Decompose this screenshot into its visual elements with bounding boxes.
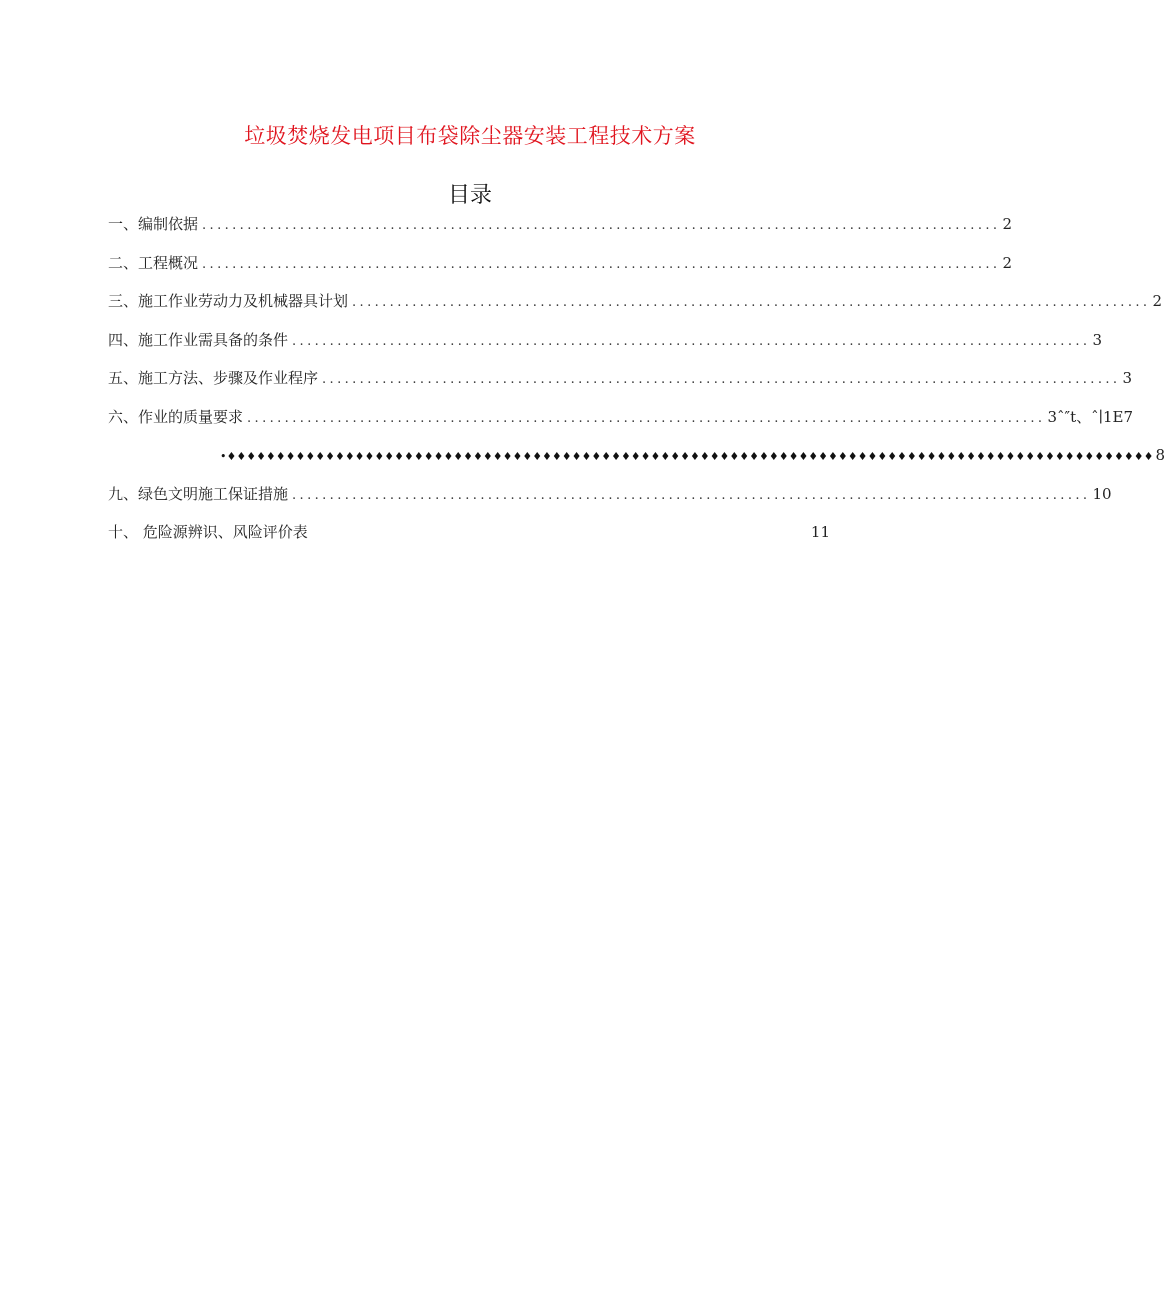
toc-entry-required-conditions[interactable] <box>108 328 1102 352</box>
toc-entry-label: 三、施工作业劳动力及机械器具计划 <box>108 292 349 310</box>
toc-entry-label: 十、 危险源辨识、风险评价表 <box>108 523 308 541</box>
toc-entry-green-civilized-construction[interactable] <box>108 482 1112 506</box>
toc-leader: .......................................................................................................... <box>247 410 1046 426</box>
toc-entry-compilation-basis[interactable] <box>108 212 1012 236</box>
toc-entry-quality-requirements[interactable] <box>108 405 1134 429</box>
toc-leader: •♦♦♦♦♦♦♦♦♦♦♦♦♦♦♦♦♦♦♦♦♦♦♦♦♦♦♦♦♦♦♦♦♦♦♦♦♦♦♦♦♦♦♦♦♦♦♦♦♦♦♦♦♦♦♦♦♦♦♦♦♦♦♦♦♦♦♦♦♦♦♦♦♦♦♦♦♦♦♦♦♦♦♦♦♦♦♦♦♦♦♦♦♦♦ <box>220 450 1154 463</box>
toc-leader: .......................................................................................................... <box>202 256 1001 272</box>
toc-leader: .......................................................................................................... <box>292 333 1091 349</box>
toc-leader: .......................................................................................................... <box>202 218 1001 233</box>
toc-entry-label: 四、施工作业需具备的条件 <box>108 330 289 349</box>
table-of-contents <box>108 212 1165 559</box>
toc-entry-label: 六、作业的质量要求 <box>108 407 244 426</box>
toc-page-number: 10 <box>1092 484 1112 503</box>
toc-entry-label: 二、工程概况 <box>108 253 199 272</box>
toc-leader: .......................................................................................................... <box>352 295 1151 310</box>
document-title: 垃圾焚烧发电项目布袋除尘器安装工程技术方案 <box>244 124 696 148</box>
toc-leader: .......................................................................................................... <box>322 372 1121 387</box>
toc-entry-label: 五、施工方法、步骤及作业程序 <box>108 369 319 387</box>
toc-leader: .......................................................................................................... <box>292 487 1091 503</box>
toc-entry-label: 九、绿色文明施工保证措施 <box>108 484 289 503</box>
toc-entry-garbled-leader[interactable] <box>108 443 1165 467</box>
toc-entry-project-overview[interactable] <box>108 251 1012 275</box>
toc-page-number: 3 <box>1092 330 1102 349</box>
toc-entry-construction-method[interactable] <box>108 366 1132 390</box>
toc-entry-labor-equipment-plan[interactable] <box>108 289 1162 313</box>
toc-page-number: 2 <box>1152 292 1162 310</box>
toc-page-number: 8 <box>1155 446 1165 464</box>
toc-entry-hazard-identification[interactable] <box>108 520 830 544</box>
toc-page-number: 2 <box>1002 253 1012 272</box>
toc-page-number: 2 <box>1002 215 1012 233</box>
toc-heading: 目录 <box>447 183 492 208</box>
toc-entry-label: 一、编制依据 <box>108 215 199 233</box>
toc-page-number: 3 <box>1122 369 1132 387</box>
toc-page-number: 3ˆ″t、ˆ∣1E7 <box>1047 407 1134 426</box>
toc-page-number: 11 <box>810 523 830 541</box>
